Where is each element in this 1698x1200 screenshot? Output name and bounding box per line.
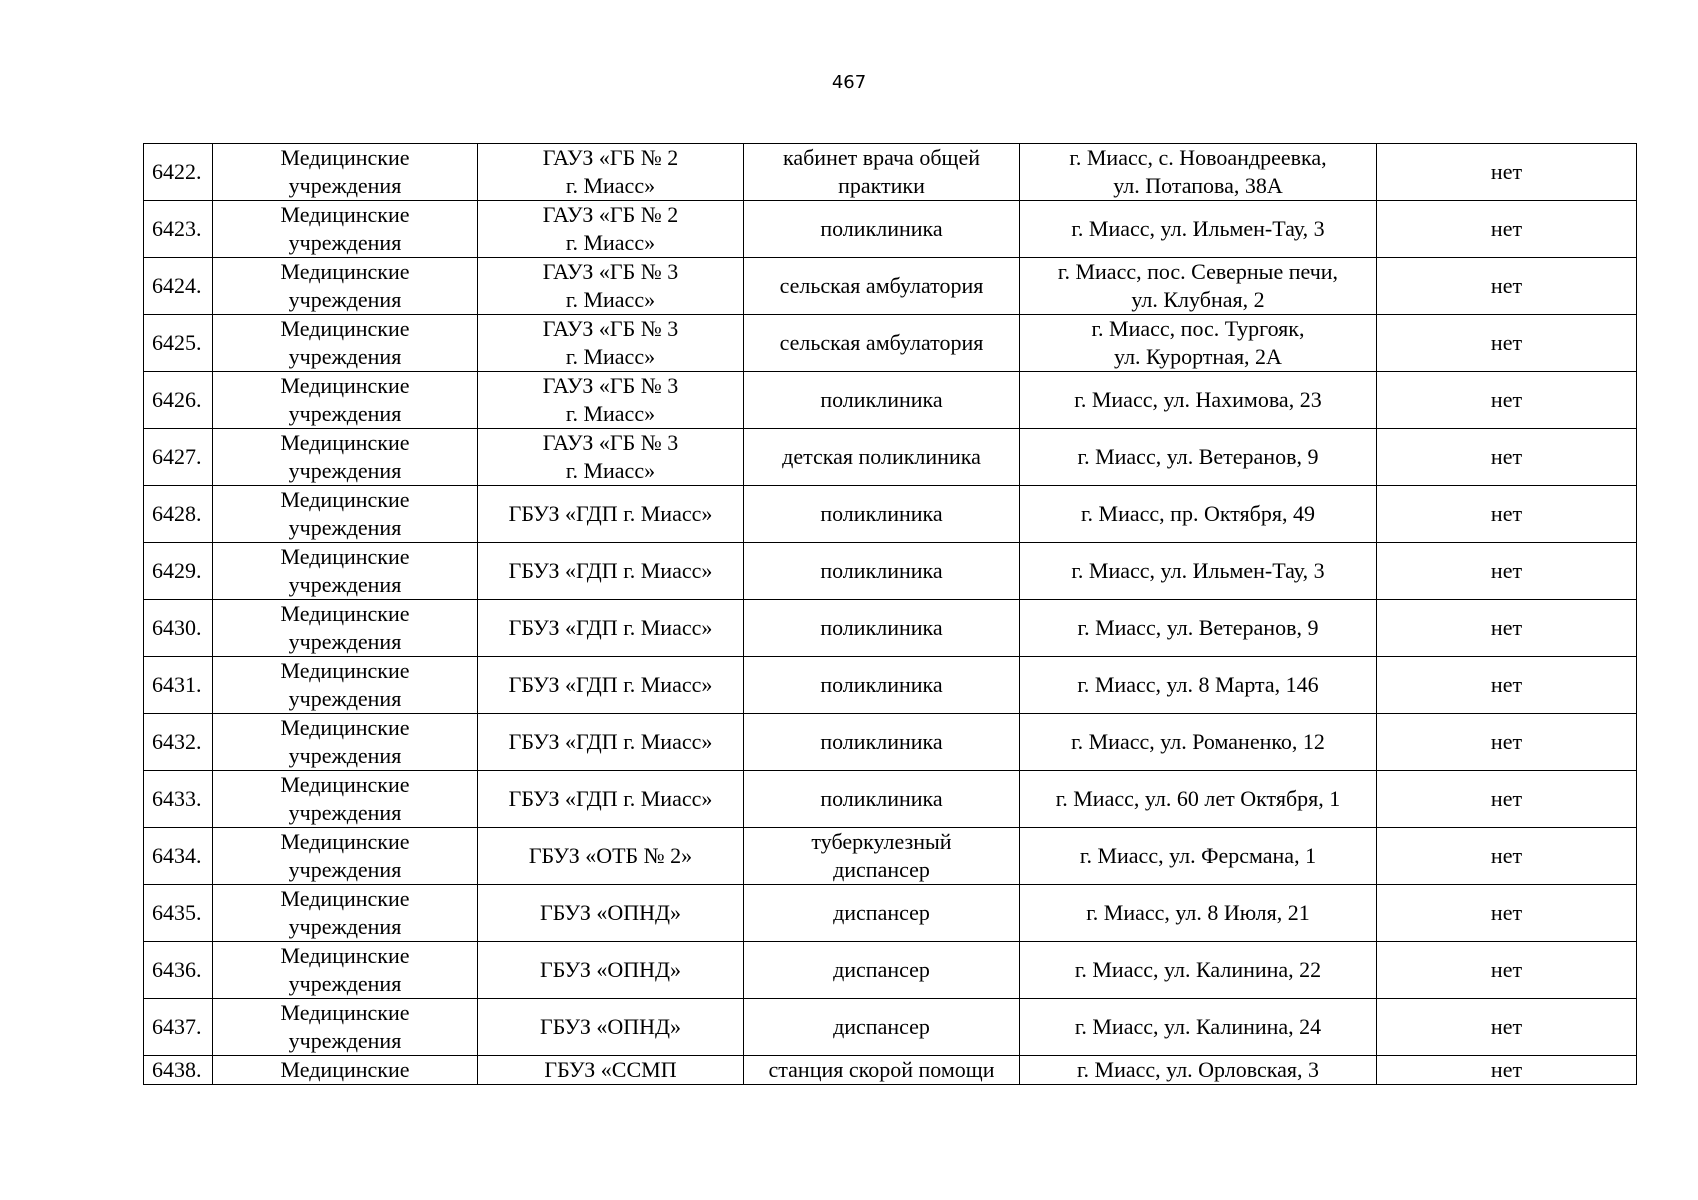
table-row [144,372,1637,429]
address-cell: г. Миасс, ул. Романенко, 12 [1020,714,1377,771]
organization-cell: ГАУЗ «ГБ № 2 г. Миасс» [478,201,744,258]
address-cell: г. Миасс, ул. Ветеранов, 9 [1020,429,1377,486]
facility-type-cell: поликлиника [744,486,1020,543]
row-number-cell: 6425. [144,315,213,372]
status-cell: нет [1377,657,1637,714]
facility-type-cell: сельская амбулатория [744,258,1020,315]
address-cell: г. Миасс, ул. Калинина, 22 [1020,942,1377,999]
facility-type-cell: станция скорой помощи [744,1056,1020,1085]
facility-type-cell: поликлиника [744,771,1020,828]
table-row [144,999,1637,1056]
row-number-cell: 6424. [144,258,213,315]
table-row [144,543,1637,600]
table-row [144,315,1637,372]
status-cell: нет [1377,201,1637,258]
facility-type-cell: детская поликлиника [744,429,1020,486]
address-cell: г. Миасс, с. Новоандреевка, ул. Потапова, 38А [1020,144,1377,201]
status-cell: нет [1377,144,1637,201]
organization-cell: ГАУЗ «ГБ № 3 г. Миасс» [478,429,744,486]
category-cell: Медицинские учреждения [213,714,478,771]
category-cell: Медицинские учреждения [213,999,478,1056]
address-cell: г. Миасс, пос. Тургояк, ул. Курортная, 2А [1020,315,1377,372]
address-cell: г. Миасс, пр. Октября, 49 [1020,486,1377,543]
address-cell: г. Миасс, ул. Ферсмана, 1 [1020,828,1377,885]
status-cell: нет [1377,543,1637,600]
row-number-cell: 6427. [144,429,213,486]
address-cell: г. Миасс, пос. Северные печи, ул. Клубная, 2 [1020,258,1377,315]
facility-type-cell: диспансер [744,999,1020,1056]
category-cell: Медицинские учреждения [213,657,478,714]
organization-cell: ГБУЗ «ГДП г. Миасс» [478,714,744,771]
organization-cell: ГАУЗ «ГБ № 3 г. Миасс» [478,258,744,315]
status-cell: нет [1377,771,1637,828]
category-cell: Медицинские учреждения [213,885,478,942]
facility-type-cell: кабинет врача общей практики [744,144,1020,201]
status-cell: нет [1377,999,1637,1056]
facility-type-cell: поликлиника [744,201,1020,258]
category-cell: Медицинские [213,1056,478,1085]
row-number-cell: 6428. [144,486,213,543]
organization-cell: ГБУЗ «ГДП г. Миасс» [478,771,744,828]
category-cell: Медицинские учреждения [213,201,478,258]
status-cell: нет [1377,885,1637,942]
category-cell: Медицинские учреждения [213,543,478,600]
table-row [144,429,1637,486]
status-cell: нет [1377,714,1637,771]
facility-type-cell: поликлиника [744,714,1020,771]
facility-type-cell: поликлиника [744,657,1020,714]
address-cell: г. Миасс, ул. Ильмен-Тау, 3 [1020,543,1377,600]
row-number-cell: 6434. [144,828,213,885]
organization-cell: ГАУЗ «ГБ № 2 г. Миасс» [478,144,744,201]
organization-cell: ГБУЗ «ССМП [478,1056,744,1085]
category-cell: Медицинские учреждения [213,372,478,429]
row-number-cell: 6433. [144,771,213,828]
organization-cell: ГБУЗ «ГДП г. Миасс» [478,486,744,543]
status-cell: нет [1377,828,1637,885]
table-row [144,885,1637,942]
table-row [144,486,1637,543]
category-cell: Медицинские учреждения [213,771,478,828]
page-number: 467 [831,72,867,93]
row-number-cell: 6436. [144,942,213,999]
organization-cell: ГБУЗ «ОТБ № 2» [478,828,744,885]
organization-cell: ГАУЗ «ГБ № 3 г. Миасс» [478,372,744,429]
table-row [144,771,1637,828]
facility-type-cell: поликлиника [744,372,1020,429]
facility-type-cell: туберкулезный диспансер [744,828,1020,885]
row-number-cell: 6431. [144,657,213,714]
table-row [144,942,1637,999]
address-cell: г. Миасс, ул. 60 лет Октября, 1 [1020,771,1377,828]
status-cell: нет [1377,1056,1637,1085]
status-cell: нет [1377,258,1637,315]
organization-cell: ГБУЗ «ГДП г. Миасс» [478,543,744,600]
facility-type-cell: диспансер [744,885,1020,942]
facility-type-cell: поликлиника [744,543,1020,600]
address-cell: г. Миасс, ул. Орловская, 3 [1020,1056,1377,1085]
address-cell: г. Миасс, ул. Ветеранов, 9 [1020,600,1377,657]
address-cell: г. Миасс, ул. 8 Июля, 21 [1020,885,1377,942]
table-row [144,714,1637,771]
table-row [144,1056,1637,1085]
row-number-cell: 6438. [144,1056,213,1085]
category-cell: Медицинские учреждения [213,144,478,201]
category-cell: Медицинские учреждения [213,429,478,486]
address-cell: г. Миасс, ул. Калинина, 24 [1020,999,1377,1056]
table-row [144,828,1637,885]
status-cell: нет [1377,486,1637,543]
address-cell: г. Миасс, ул. Нахимова, 23 [1020,372,1377,429]
row-number-cell: 6437. [144,999,213,1056]
facility-type-cell: диспансер [744,942,1020,999]
status-cell: нет [1377,600,1637,657]
row-number-cell: 6423. [144,201,213,258]
status-cell: нет [1377,429,1637,486]
row-number-cell: 6430. [144,600,213,657]
table-row [144,600,1637,657]
status-cell: нет [1377,372,1637,429]
organization-cell: ГБУЗ «ГДП г. Миасс» [478,600,744,657]
registry-table [143,143,1637,1085]
table-row [144,657,1637,714]
facility-type-cell: поликлиника [744,600,1020,657]
facility-type-cell: сельская амбулатория [744,315,1020,372]
row-number-cell: 6422. [144,144,213,201]
organization-cell: ГБУЗ «ОПНД» [478,885,744,942]
status-cell: нет [1377,315,1637,372]
row-number-cell: 6426. [144,372,213,429]
organization-cell: ГБУЗ «ГДП г. Миасс» [478,657,744,714]
category-cell: Медицинские учреждения [213,486,478,543]
organization-cell: ГБУЗ «ОПНД» [478,999,744,1056]
table-body [144,144,1637,1085]
category-cell: Медицинские учреждения [213,600,478,657]
address-cell: г. Миасс, ул. 8 Марта, 146 [1020,657,1377,714]
row-number-cell: 6432. [144,714,213,771]
address-cell: г. Миасс, ул. Ильмен-Тау, 3 [1020,201,1377,258]
row-number-cell: 6435. [144,885,213,942]
row-number-cell: 6429. [144,543,213,600]
table-row [144,258,1637,315]
organization-cell: ГБУЗ «ОПНД» [478,942,744,999]
table-row [144,201,1637,258]
table-row [144,144,1637,201]
category-cell: Медицинские учреждения [213,942,478,999]
category-cell: Медицинские учреждения [213,258,478,315]
category-cell: Медицинские учреждения [213,828,478,885]
status-cell: нет [1377,942,1637,999]
organization-cell: ГАУЗ «ГБ № 3 г. Миасс» [478,315,744,372]
category-cell: Медицинские учреждения [213,315,478,372]
